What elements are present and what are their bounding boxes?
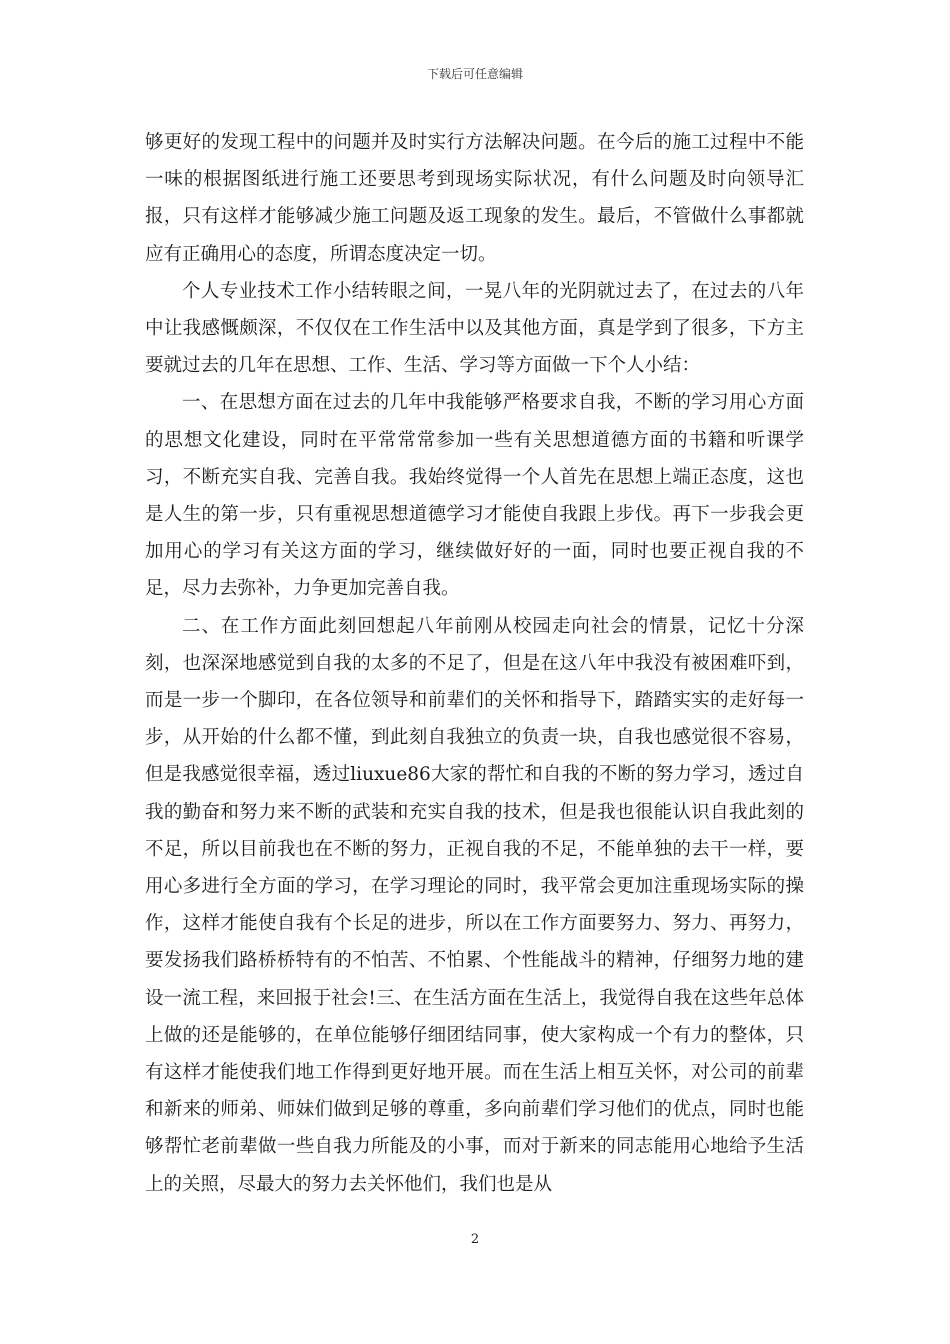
page-header: 下载后可任意编辑 — [426, 67, 523, 81]
paragraph-1: 够更好的发现工程中的问题并及时实行方法解决问题。在今后的施工过程中不能一味的根据图纸进行施工还要思考到现场实际状况，有什么问题及时向领导汇报，只有这样才能够减少施工问题及返工现象的发生。最后，不管做什么事都就应有正确用心的态度，所谓态度决定一切。 — [145, 132, 804, 265]
paragraph-4: 二、在工作方面此刻回想起八年前刚从校园走向社会的情景，记忆十分深刻，也深深地感觉到自我的太多的不足了，但是在这八年中我没有被困难吓到，而是一步一个脚印，在各位领导和前辈们的关怀和指导下，踏踏实实的走好每一步，从开始的什么都不懂，到此刻自我独立的负责一块，自我也感觉很不容易，但是我感觉很幸福，透过liuxue86大家的帮忙和自我的不断的努力学习，透过自我的勤奋和努力来不断的武装和充实自我的技术，但是我也很能认识自我此刻的不足，所以目前我也在不断的努力，正视自我的不足，不能单独的去干一样，要用心多进行全方面的学习，在学习理论的同时，我平常会更加注重现场实际的操作，这样才能使自我有个长足的进步，所以在工作方面要努力、努力、再努力，要发扬我们路桥桥特有的不怕苦、不怕累、个性能战斗的精神，仔细努力地的建设一流工程，来回报于社会!三、在生活方面在生活上，我觉得自我在这些年总体上做的还是能够的，在单位能够仔细团结同事，使大家构成一个有力的整体，只有这样才能使我们地工作得到更好地开展。而在生活上相互关怀，对公司的前辈和新来的师弟、师妹们做到足够的尊重，多向前辈们学习他们的优点，同时也能够帮忙老前辈做一些自我力所能及的小事，而对于新来的同志能用心地给予生活上的关照，尽最大的努力去关怀他们，我们也是从 — [145, 615, 804, 1195]
paragraph-3: 一、在思想方面在过去的几年中我能够严格要求自我，不断的学习用心方面的思想文化建设，同时在平常常常参加一些有关思想道德方面的书籍和听课学习，不断充实自我、完善自我。我始终觉得一个人首先在思想上端正态度，这也是人生的第一步，只有重视思想道德学习才能使自我跟上步伐。再下一步我会更加用心的学习有关这方面的学习，继续做好好的一面，同时也要正视自我的不足，尽力去弥补，力争更加完善自我。 — [145, 392, 804, 600]
document-body — [145, 124, 804, 1203]
page-number: 2 — [470, 1232, 480, 1247]
paragraph-2: 个人专业技术工作小结转眼之间，一晃八年的光阴就过去了，在过去的八年中让我感慨颇深，不仅仅在工作生活中以及其他方面，真是学到了很多，下方主要就过去的几年在思想、工作、生活、学习等方面做一下个人小结： — [145, 280, 804, 377]
